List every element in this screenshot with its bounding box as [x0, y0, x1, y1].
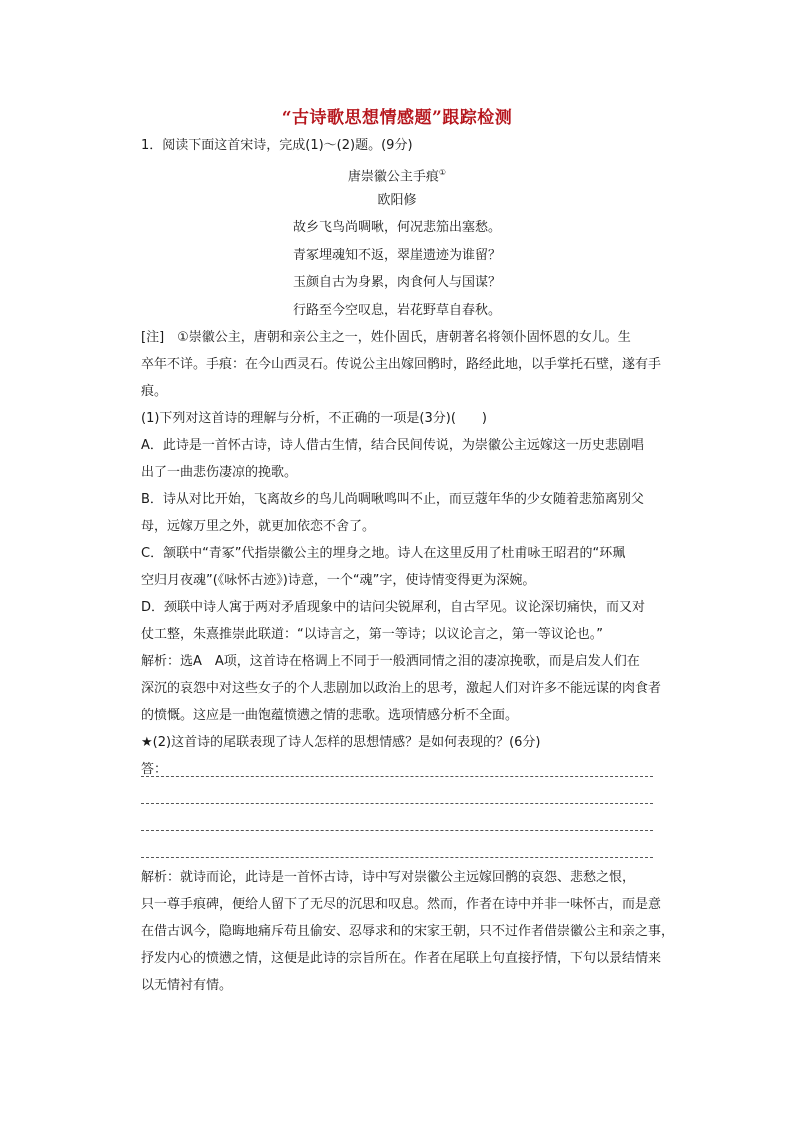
analysis-line: 只一尊手痕碑，便给人留下了无尽的沉思和叹息。然而，作者在诗中并非一味怀古，而是意 [141, 897, 662, 912]
answer-line[interactable] [141, 783, 653, 810]
option-c [141, 540, 653, 594]
option-line: 母，远嫁万里之外，就更加依恋不舍了。 [141, 519, 376, 534]
sub-question-1-analysis [141, 648, 662, 729]
answer-label: 答： [141, 762, 168, 777]
analysis-line: 深沉的哀怨中对这些女子的个人悲剧加以政治上的思考，激起人们对许多不能远谋的肉食者 [141, 681, 662, 696]
option-line: 仗工整，朱熹推崇此联道：“以诗言之，第一等诗；以议论言之，第一等议论也。” [141, 627, 603, 642]
option-line: 出了一曲悲伤凄凉的挽歌。 [141, 465, 298, 480]
poem-note [141, 324, 662, 405]
poem-line: 青冢埋魂知不返，翠崖遗迹为谁留？ [292, 247, 501, 263]
option-a [141, 432, 653, 486]
option-line: B．诗从对比开始，飞离故乡的鸟儿尚啁啾鸣叫不止，而豆蔻年华的少女随着悲笳离别父 [141, 492, 644, 507]
analysis-line: 解析：就诗而论，此诗是一首怀古诗，诗中写对崇徽公主远嫁回鹘的哀怨、悲愁之恨， [141, 870, 636, 885]
poem-author: 欧阳修 [377, 192, 417, 208]
sub-question-2-analysis [141, 864, 675, 999]
note-line: 痕。 [141, 384, 168, 399]
option-b [141, 486, 653, 540]
note-line: [注] ①崇徽公主，唐朝和亲公主之一，姓仆固氏，唐朝著名将领仆固怀恩的女儿。生 [141, 330, 631, 345]
question-1-stem: 1．阅读下面这首宋诗，完成(1)～(2)题。(9分) [141, 138, 413, 153]
poem-title: 唐崇徽公主手痕 [347, 169, 439, 185]
page-title: “古诗歌思想情感题”跟踪检测 [281, 108, 513, 128]
sub-question-1-stem: (1)下列对这首诗的理解与分析，不正确的一项是(3分)( ) [141, 411, 487, 426]
option-line: A．此诗是一首怀古诗，诗人借古生情，结合民间传说，为崇徽公主远嫁这一历史悲剧唱 [141, 438, 644, 453]
answer-line[interactable] [141, 756, 653, 783]
option-d [141, 594, 653, 648]
analysis-line: 解析：选A A项，这首诗在格调上不同于一般洒同情之泪的凄凉挽歌，而是启发人们在 [141, 654, 640, 669]
footnote-marker: ① [438, 168, 447, 177]
analysis-line: 的愤慨。这应是一曲饱蕴愤懑之情的悲歌。选项情感分析不全面。 [141, 708, 519, 723]
analysis-line: 以无情衬有情。 [141, 978, 233, 993]
poem-line: 故乡飞鸟尚啁啾，何况悲笳出塞愁。 [292, 220, 501, 235]
analysis-line: 在借古讽今，隐晦地痛斥苟且偷安、忍辱求和的宋家王朝，只不过作者借崇徽公主和亲之事， [141, 924, 675, 939]
answer-line[interactable] [141, 810, 653, 837]
poem-line: 行路至今空叹息，岩花野草自春秋。 [292, 302, 501, 318]
poem-title-row [141, 159, 653, 187]
sub-question-2-stem: ★(2)这首诗的尾联表现了诗人怎样的思想情感？是如何表现的？(6分) [141, 735, 541, 750]
option-line: D．颈联中诗人寓于两对矛盾现象中的诘问尖锐犀利，自古罕见。议论深切痛快，而又对 [141, 600, 646, 615]
worksheet-content [141, 104, 675, 999]
option-line: C．颔联中“青冢”代指崇徽公主的埋身之地。诗人在这里反用了杜甫咏王昭君的“环珮 [141, 546, 626, 561]
option-line: 空归月夜魂”(《咏怀古迹》)诗意，一个“魂”字，使诗情变得更为深婉。 [141, 573, 536, 588]
note-line: 卒年不详。手痕：在今山西灵石。传说公主出嫁回鹘时，路经此地，以手掌托石壁，遂有手 [141, 357, 662, 372]
analysis-line: 抒发内心的愤懑之情，这便是此诗的宗旨所在。作者在尾联上句直接抒情，下句以景结情来 [141, 951, 662, 966]
poem-line: 玉颜自古为身累，肉食何人与国谋？ [292, 275, 501, 290]
answer-line[interactable] [141, 837, 653, 864]
